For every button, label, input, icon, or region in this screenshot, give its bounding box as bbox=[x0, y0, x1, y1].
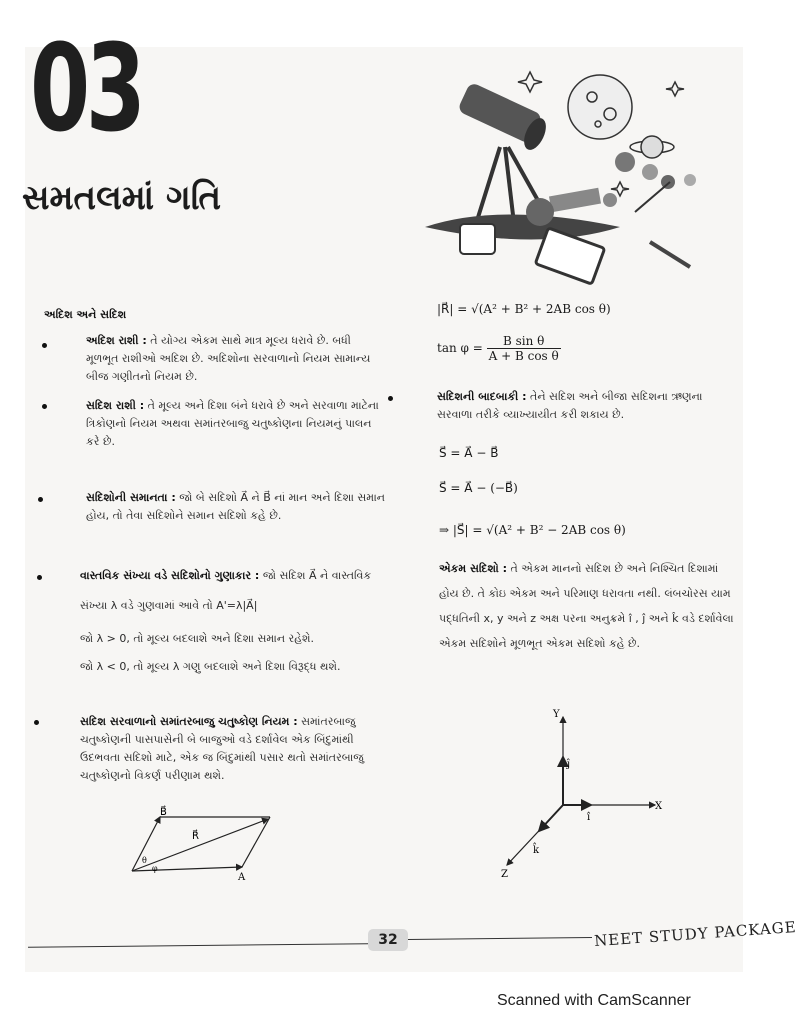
subtraction-eq-2: S⃗ = A⃗ − (−B⃗) bbox=[439, 481, 518, 495]
vector-term: સદિશ રાશી : bbox=[86, 399, 145, 412]
subtraction-paragraph bbox=[437, 388, 727, 424]
footer-brand: NEET STUDY PACKAGE bbox=[593, 917, 797, 951]
label-theta: θ bbox=[142, 856, 147, 865]
chapter-number: 03 bbox=[30, 20, 142, 159]
parallelogram-term: સદિશ સરવાળાનો સમાંતરબાજુ ચતુષ્કોણ નિયમ : bbox=[80, 715, 298, 728]
scalar-term: અદિશ રાશી : bbox=[86, 334, 147, 347]
multiplication-term: વાસ્તવિક સંખ્યા વડે સદિશોનો ગુણાકાર : bbox=[80, 569, 260, 582]
equality-paragraph bbox=[86, 489, 386, 525]
scalar-paragraph bbox=[86, 332, 386, 386]
chapter-title: સમતલમાં ગતિ bbox=[22, 178, 222, 218]
parallelogram-paragraph bbox=[80, 713, 385, 785]
bullet bbox=[34, 720, 39, 725]
multiplication-paragraph bbox=[80, 567, 390, 585]
subtraction-text: તેને સદિશ અને બીજા સદિશના ઋણના સરવાળા તરીકે વ્યાખ્યાયીત કરી શકાય છે. bbox=[437, 390, 703, 421]
section-heading: અદિશ અને સદિશ bbox=[44, 308, 127, 321]
tan-phi-eq bbox=[437, 334, 561, 363]
multiplication-line4: જો λ < 0, તો મૂલ્ય λ ગણુ બદલાશે અને દિશા વિરૂદ્ધ થશે. bbox=[80, 660, 341, 673]
multiplication-line3: જો λ > 0, તો મૂલ્ય બદલાશે અને દિશા સમાન રહેશે. bbox=[80, 632, 315, 645]
tan-phi-lhs: tan φ = bbox=[437, 341, 483, 355]
unit-i-label: î bbox=[587, 812, 591, 823]
bullet bbox=[388, 396, 393, 401]
unit-k-label: k̂ bbox=[533, 845, 540, 856]
resultant-magnitude-eq: |R⃗| = √(A² + B² + 2AB cos θ) bbox=[437, 302, 611, 316]
bullet bbox=[38, 497, 43, 502]
unit-vector-paragraph bbox=[439, 556, 739, 656]
tan-phi-fraction bbox=[487, 334, 561, 363]
multiplication-line2: સંખ્યા λ વડે ગુણવામાં આવે તો A'=λ|A⃗| bbox=[80, 599, 258, 612]
scalar-text: તે યોગ્ય એકમ સાથે માત્ર મૂલ્ય ધરાવે છે. બધી મૂળભૂત રાશીઓ અદિશ છે. અદિશોના સરવાળાનો નિયમ સામાન્ય બીજ ગણીતનો નિયમ છે. bbox=[86, 334, 371, 383]
bullet bbox=[37, 575, 42, 580]
bullet bbox=[42, 404, 47, 409]
astronomy-illustration bbox=[420, 52, 720, 282]
parallelogram-text: સમાંતરબાજુ ચતુષ્કોણની પાસપાસેની બે બાજુઓ વડે દર્શાવેલ એક બિંદુમાંથી ઉદભવતા સદિશો માટે, એક જ બિંદુમાંથી પસાર થતો સમાંતરબાજુ ચતુષ્કોણનો વિકર્ણ પરીણામ થશે. bbox=[80, 715, 364, 782]
axis-y-label: Y bbox=[553, 709, 560, 720]
unit-j-label: ĵ bbox=[567, 759, 571, 770]
difference-magnitude-eq: ⇒ |S⃗| = √(A² + B² − 2AB cos θ) bbox=[439, 523, 626, 537]
camscanner-watermark: Scanned with CamScanner bbox=[497, 992, 691, 1009]
axis-z-label: Z bbox=[501, 869, 508, 880]
page-number: 32 bbox=[368, 929, 408, 951]
bullet bbox=[42, 343, 47, 348]
subtraction-term: સદિશની બાદબાકી : bbox=[437, 390, 527, 403]
parallelogram-diagram bbox=[120, 805, 290, 885]
label-A: A bbox=[238, 872, 246, 883]
vector-paragraph bbox=[86, 397, 386, 451]
vector-text: તે મૂલ્ય અને દિશા બંને ધરાવે છે અને સરવાળા માટેના ત્રિકોણનો નિયમ અથવા સમાંતરબાજુ ચતુષ્કોણના નિયમનું પાલન કરે છે. bbox=[86, 399, 379, 448]
unit-vector-term: એકમ સદિશો : bbox=[439, 562, 507, 575]
label-B: B⃗ bbox=[160, 807, 167, 818]
label-R: R⃗ bbox=[192, 831, 199, 842]
tan-phi-numerator: B sin θ bbox=[487, 334, 561, 349]
axis-x-label: X bbox=[655, 801, 663, 812]
equality-term: સદિશોની સમાનતા : bbox=[86, 491, 176, 504]
unit-vector-text: તે એકમ માનનો સદિશ છે અને નિશ્ચિત દિશામાં હોય છે. તે કોઇ એકમ અને પરિમાણ ધરાવતા નથી. લંબચોરસ યામ પદ્ધતિની x, y અને z અક્ષ પરના અનુક્રમે î , ĵ અને k̂ વડે દર્શાવેલા એકમ સદિશોને મૂળભૂત એકમ સદિશો કહે છે. bbox=[439, 562, 734, 650]
equality-text: જો બે સદિશો A⃗ ને B⃗ નાં માન અને દિશા સમાન હોય, તો તેવા સદિશોને સમાન સદિશો કહે છે. bbox=[86, 491, 385, 522]
multiplication-text: જો સદિશ A⃗ ને વાસ્તવિક bbox=[262, 569, 372, 582]
subtraction-eq: S⃗ = A⃗ − B⃗ bbox=[439, 446, 499, 460]
label-phi: φ bbox=[152, 864, 158, 873]
unit-vector-axes-diagram bbox=[495, 705, 670, 880]
tan-phi-denominator: A + B cos θ bbox=[488, 349, 559, 363]
